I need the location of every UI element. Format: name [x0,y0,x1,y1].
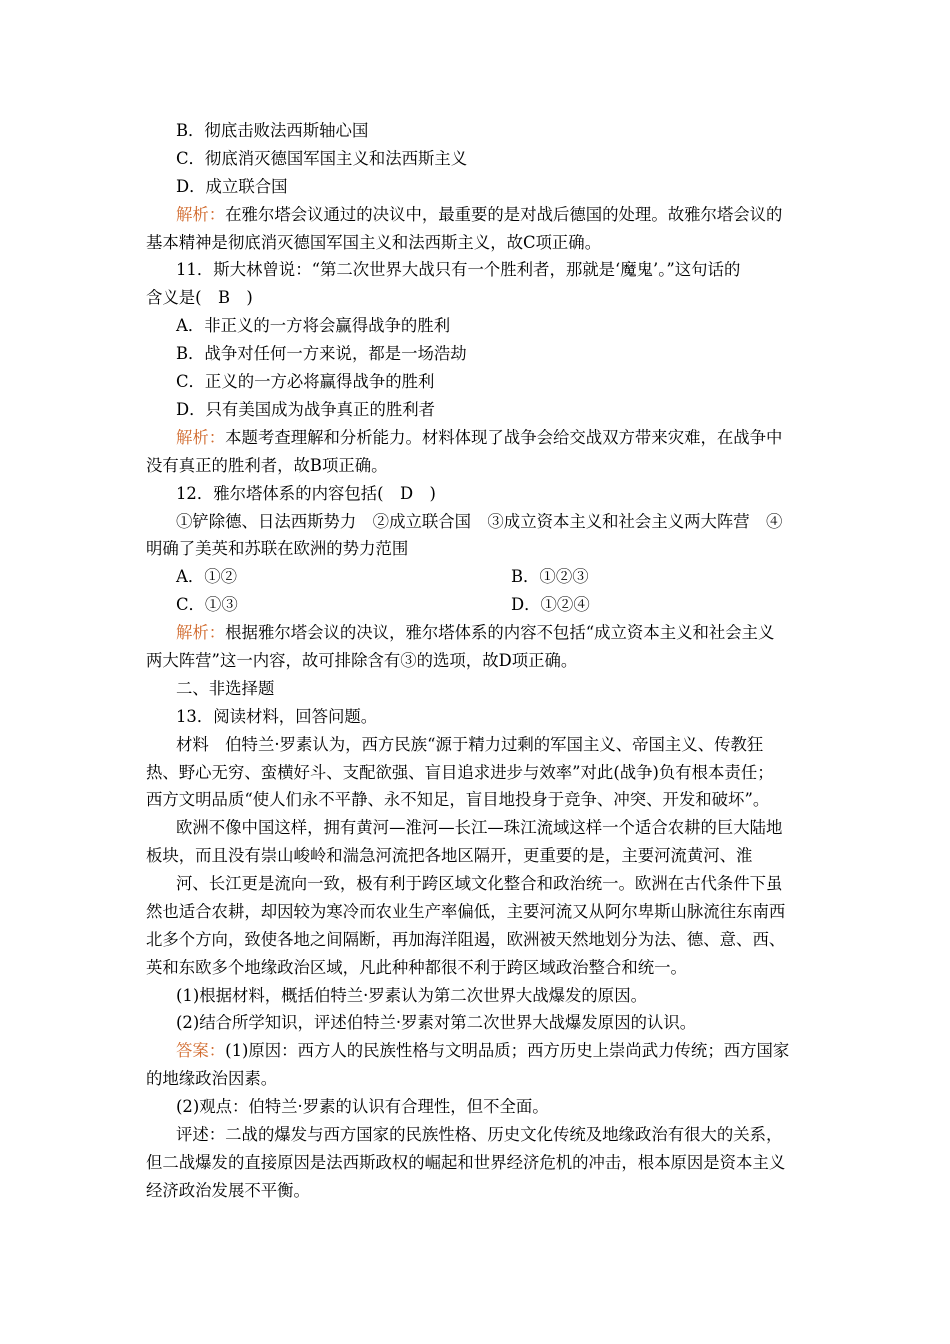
q13-subquestion-2: (2)结合所学知识，评述伯特兰·罗素对第二次世界大战爆发原因的认识。 [176,1013,697,1032]
q11-stem-line-1: 11．斯大林曾说：“第二次世界大战只有一个胜利者，那就是‘魔鬼’。”这句话的 [176,260,741,279]
analysis-label: 解析： [176,428,226,447]
analysis-label: 解析： [176,205,226,224]
q13-subquestion-1: (1)根据材料，概括伯特兰·罗素认为第二次世界大战爆发的原因。 [176,986,647,1005]
q11-option-b: B．战争对任何一方来说，都是一场浩劫 [176,344,467,363]
q13-material-2-line-2: 板块，而且没有崇山峻岭和湍急河流把各地区隔开，更重要的是，主要河流黄河、淮 [146,846,753,865]
q11-analysis-line-1 [176,427,782,449]
q12-analysis-line-2: 两大阵营”这一内容，故可排除含有③的选项，故D项正确。 [146,651,578,670]
q13-material-2-line-3: 河、长江更是流向一致，极有利于跨区域文化整合和政治统一。欧洲在古代条件下虽 [176,874,783,893]
q10-analysis-text-1: 在雅尔塔会议通过的决议中，最重要的是对战后德国的处理。故雅尔塔会议的 [225,205,783,224]
q11-option-a: A．非正义的一方将会赢得战争的胜利 [176,316,451,335]
section-heading: 二、非选择题 [176,679,275,698]
q11-analysis-text-1: 本题考查理解和分析能力。材料体现了战争会给交战双方带来灾难，在战争中 [225,428,783,447]
q13-answer-line-4: 评述：二战的爆发与西方国家的民族性格、历史文化传统及地缘政治有很大的关系， [176,1125,783,1144]
q12-items-line-1: ①铲除德、日法西斯势力 ②成立联合国 ③成立资本主义和社会主义两大阵营 ④ [176,512,783,531]
q13-material-2-line-1: 欧洲不像中国这样，拥有黄河—淮河—长江—珠江流域这样一个适合农耕的巨大陆地 [176,818,783,837]
q11-option-d: D．只有美国成为战争真正的胜利者 [176,400,435,419]
q13-answer-line-2: 的地缘政治因素。 [146,1069,278,1088]
q12-option-b: B．①②③ [511,567,589,586]
q13-stem: 13．阅读材料，回答问题。 [176,707,378,726]
q13-material-1-line-2: 热、野心无穷、蛮横好斗、支配欲强、盲目追求进步与效率”对此(战争)负有根本责任； [146,763,774,782]
answer-label: 答案： [176,1041,226,1060]
q12-option-d: D．①②④ [511,595,590,614]
q13-material-2-line-4: 然也适合农耕，却因较为寒冷而农业生产率偏低，主要河流又从阿尔卑斯山脉流往东南西 [146,902,786,921]
analysis-label: 解析： [176,623,226,642]
q10-option-c: C．彻底消灭德国军国主义和法西斯主义 [176,149,468,168]
q13-answer-text-1: (1)原因：西方人的民族性格与文明品质；西方历史上崇尚武力传统；西方国家 [225,1041,790,1060]
q11-stem-line-2: 含义是( B ) [146,288,253,307]
q12-option-a: A．①② [176,567,238,586]
q10-analysis-line-1 [176,204,782,226]
q13-material-1-line-1: 材料 伯特兰·罗素认为，西方民族“源于精力过剩的军国主义、帝国主义、传教狂 [176,735,764,754]
q10-analysis-line-2: 基本精神是彻底消灭德国军国主义和法西斯主义，故C项正确。 [146,233,602,252]
q13-answer-line-3: (2)观点：伯特兰·罗素的认识有合理性，但不全面。 [176,1097,549,1116]
q11-analysis-line-2: 没有真正的胜利者，故B项正确。 [146,456,388,475]
q12-stem: 12．雅尔塔体系的内容包括( D ) [176,484,436,503]
q12-items-line-2: 明确了美英和苏联在欧洲的势力范围 [146,539,409,558]
q10-option-d: D．成立联合国 [176,177,288,196]
q11-option-c: C．正义的一方必将赢得战争的胜利 [176,372,435,391]
q13-answer-line-5: 但二战爆发的直接原因是法西斯政权的崛起和世界经济危机的冲击，根本原因是资本主义 [146,1153,786,1172]
q13-material-2-line-5: 北多个方向，致使各地之间隔断，再加海洋阻遏，欧洲被天然地划分为法、德、意、西、 [146,930,786,949]
q12-analysis-text-1: 根据雅尔塔会议的决议，雅尔塔体系的内容不包括“成立资本主义和社会主义 [225,623,775,642]
q12-analysis-line-1 [176,622,774,644]
q13-material-1-line-3: 西方文明品质“使人们永不平静、永不知足，盲目地投身于竞争、冲突、开发和破坏”。 [146,790,770,809]
q13-answer-line-1 [176,1040,789,1062]
q12-option-c: C．①③ [176,595,238,614]
q10-option-b: B．彻底击败法西斯轴心国 [176,121,369,140]
q13-answer-line-6: 经济政治发展不平衡。 [146,1181,310,1200]
q13-material-2-line-6: 英和东欧多个地缘政治区域，凡此种种都很不利于跨区域政治整合和统一。 [146,958,687,977]
